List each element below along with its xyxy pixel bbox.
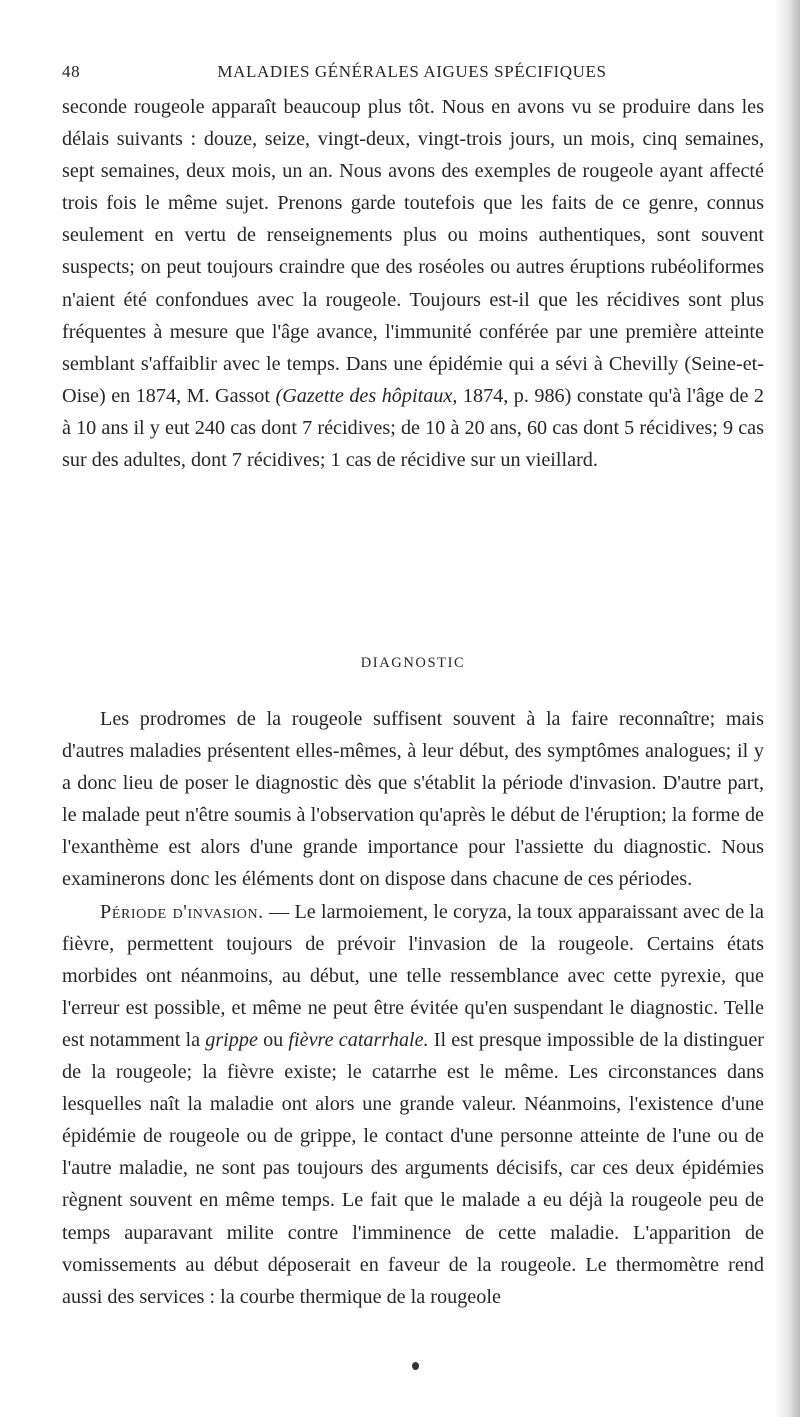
running-title: MALADIES GÉNÉRALES AIGUES SPÉCIFIQUES bbox=[217, 62, 607, 81]
invasion-text-2: ou bbox=[257, 1028, 289, 1051]
paragraph-prodromes: Les prodromes de la rougeole suffisent souvent à la faire reconnaître; mais d'autres maladies présentent elles-mêmes, à leur début, des symptômes analogues; il y a donc lieu de poser le diagnostic dès que s'établit la période d'invasion. D'autre part, le malade peut n'être soumis à l'observation qu'après le début de l'éruption; la forme de l'exanthème est alors d'une grande importance pour l'assiette du diagnostic. Nous examinerons donc les éléments dont on dispose dans chacune de ces périodes. bbox=[62, 708, 764, 891]
term-fievre-catarrhale: fièvre catarrhale. bbox=[288, 1028, 429, 1051]
invasion-text-3: Il est presque impossible de la distinguer de la rougeole; la fièvre existe; le catarrhe est le même. Les circonstances dans lesquelles naît la maladie ont alors une grande valeur. Néanmoins, l'existence d'une épidémie de rougeole ou de grippe, le contact d'une personne atteinte de l'une ou de l'autre maladie, ne sont pas toujours des arguments décisifs, car ces deux épidémies règnent souvent en même temps. Le fait que le malade a eu déjà la rougeole peu de temps auparavant milite contre l'imminence de cette maladie. L'apparition de vomissements au début déposerait en faveur de la rougeole. Le thermomètre rend aussi des services : la courbe thermique de la rougeole bbox=[62, 1028, 764, 1308]
paragraph-recidives-text: seconde rougeole apparaît beaucoup plus tôt. Nous en avons vu se produire dans les délais suivants : douze, seize, vingt-deux, vingt-trois jours, un mois, cinq semaines, sept semaines, deux mois, un an. Nous avons des exemples de rougeole ayant affecté trois fois le même sujet. Prenons garde toutefois que les faits de ce genre, connus seulement en vertu de renseignements plus ou moins authentiques, sont souvent suspects; on peut toujours craindre que des roséoles ou autres éruptions rubéoliformes n'aient été confondues avec la rougeole. Toujours est-il que les récidives sont plus fréquentes à mesure que l'âge avance, l'immunité conférée par une première atteinte semblant s'affaiblir avec le temps. Dans une épidémie qui a sévi à Chevilly (Seine-et-Oise) en 1874, M. Gassot bbox=[62, 96, 764, 407]
text-block-diagnostic bbox=[62, 703, 764, 1313]
paragraph-periode-invasion bbox=[62, 896, 764, 1313]
paragraph-recidives bbox=[62, 91, 764, 476]
section-heading-diagnostic: DIAGNOSTIC bbox=[360, 655, 466, 671]
subheading-periode-invasion: Période d'invasion. bbox=[100, 900, 264, 923]
running-head bbox=[62, 62, 762, 86]
invasion-text-1: — Le larmoiement, le coryza, la toux apparaissant avec de la fièvre, permettent toujours de prévoir l'invasion de la rougeole. Certains états morbides ont néanmoins, au début, une telle ressemblance avec cette pyrexie, que l'erreur est possible, et même ne peut être évitée qu'en suspendant le diagnostic. Telle est notamment la bbox=[62, 900, 764, 1051]
citation-gazette: (Gazette des hôpitaux, bbox=[275, 384, 458, 407]
paragraph-recidives-end: 1874, p. 986) constate qu'à l'âge de 2 à 10 ans il y eut 240 cas dont 7 récidives; de 10 à 20 ans, 60 cas dont 5 récidives; 9 cas sur des adultes, dont 7 récidives; 1 cas de récidive sur un vieillard. bbox=[62, 384, 765, 472]
text-block-top bbox=[62, 91, 764, 476]
ink-dot bbox=[412, 1362, 419, 1370]
term-grippe: grippe bbox=[205, 1028, 258, 1051]
page-number: 48 bbox=[62, 62, 81, 81]
page-edge-shadow bbox=[774, 0, 800, 1417]
